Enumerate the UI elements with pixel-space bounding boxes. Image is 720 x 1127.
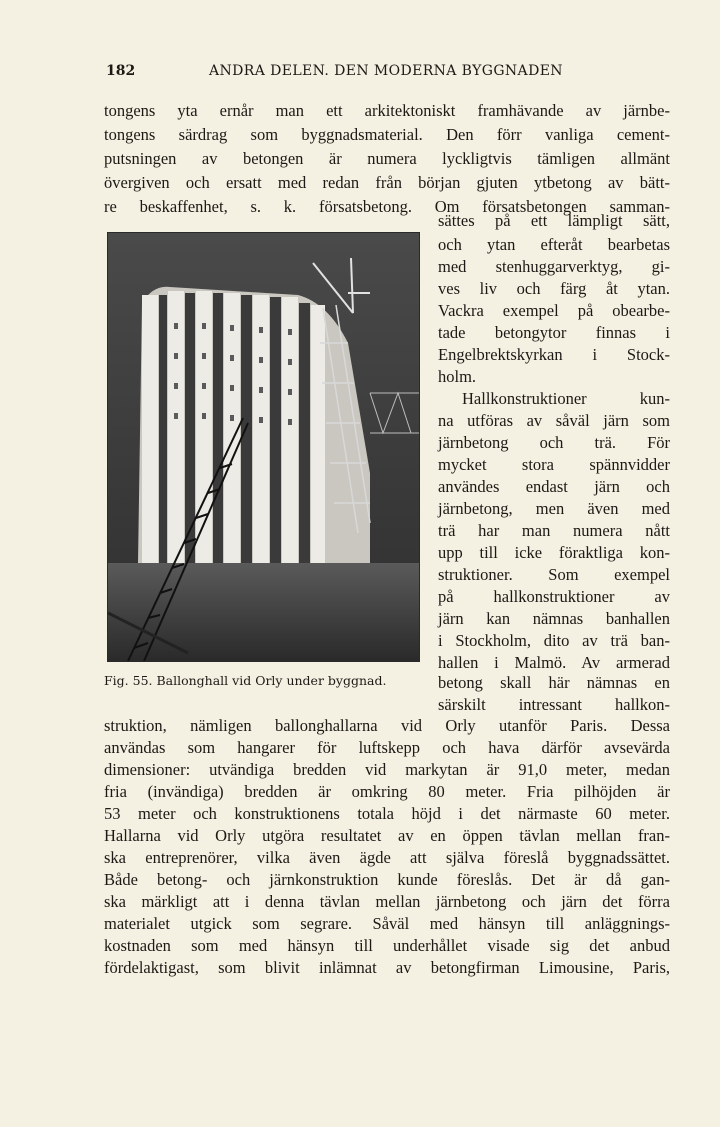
column-line: upp till icke föraktliga kon- <box>438 543 670 562</box>
body-line: putsningen av betongen är numera lyckligtvis tämligen allmänt <box>104 149 670 168</box>
column-line: sättes på ett lämpligt sätt, <box>438 211 670 230</box>
body-line: fördelaktigast, som blivit inlämnat av betongfirman Limousine, Paris, <box>104 958 670 977</box>
body-line: ska märkligt att i denna tävlan mellan järnbetong och järn det förra <box>104 892 670 911</box>
column-line: järnbetong och trä. För <box>438 433 670 452</box>
column-line: mycket stora spännvidder <box>438 455 670 474</box>
body-line: kostnaden som med hänsyn till underhållet visade sig det anbud <box>104 936 670 955</box>
column-line: hallen i Malmö. Av armerad <box>438 653 670 672</box>
column-line: användes endast järn och <box>438 477 670 496</box>
running-head: ANDRA DELEN. DEN MODERNA BYGGNADEN <box>209 63 563 79</box>
column-line: ves liv och färg åt ytan. <box>438 279 670 298</box>
column-line: Engelbrektskyrkan i Stock- <box>438 345 670 364</box>
column-line: struktioner. Som exempel <box>438 565 670 584</box>
column-line: tade betongytor finnas i <box>438 323 670 342</box>
column-line: på hallkonstruktioner av <box>438 587 670 606</box>
body-line: re beskaffenhet, s. k. försatsbetong. Om försatsbetongen samman- <box>104 197 670 216</box>
body-line: tongens särdrag som byggnadsmaterial. Den förr vanliga cement- <box>104 125 670 144</box>
column-line: och ytan efteråt bearbetas <box>438 235 670 254</box>
column-line: holm. <box>438 367 477 386</box>
body-line: användas som hangarer för luftskepp och hava därför avsevärda <box>104 738 670 757</box>
figure-caption: Fig. 55. Ballonghall vid Orly under byggnad. <box>104 673 387 688</box>
column-line: särskilt intressant hallkon- <box>438 695 670 714</box>
body-line: 53 meter och konstruktionens totala höjd i det närmaste 60 meter. <box>104 804 670 823</box>
column-line: Hallkonstruktioner kun- <box>462 389 670 408</box>
column-line: trä har man numera nått <box>438 521 670 540</box>
column-line: med stenhuggarverktyg, gi- <box>438 257 670 276</box>
body-line: fria (invändiga) bredden är omkring 80 meter. Fria pilhöjden är <box>104 782 670 801</box>
column-line: järn kan nämnas banhallen <box>438 609 670 628</box>
body-line: Hallarna vid Orly utgöra resultatet av en öppen tävlan mellan fran- <box>104 826 670 845</box>
body-line: tongens yta ernår man ett arkitektoniskt framhävande av järnbe- <box>104 101 670 120</box>
column-line: i Stockholm, dito av trä ban- <box>438 631 670 650</box>
body-line: dimensioner: utvändiga bredden vid markytan är 91,0 meter, medan <box>104 760 670 779</box>
page-number: 182 <box>106 63 136 79</box>
body-line: materialet utgick som segrare. Såväl med hänsyn till anläggnings- <box>104 914 670 933</box>
body-line: ska entreprenörer, vilka även ägde att själva föreslå byggnadssättet. <box>104 848 670 867</box>
column-line: betong skall här nämnas en <box>438 673 670 692</box>
figure-photo-balloon-hangar <box>107 232 420 662</box>
column-line: järnbetong, men även med <box>438 499 670 518</box>
column-line: na utföras av såväl järn som <box>438 411 670 430</box>
body-line: struktion, nämligen ballonghallarna vid Orly utanför Paris. Dessa <box>104 716 670 735</box>
body-line: Både betong- och järnkonstruktion kunde föreslås. Det är då gan- <box>104 870 670 889</box>
body-line: övergiven och ersatt med redan från början gjuten ytbetong av bätt- <box>104 173 670 192</box>
column-line: Vackra exempel på obearbe- <box>438 301 670 320</box>
